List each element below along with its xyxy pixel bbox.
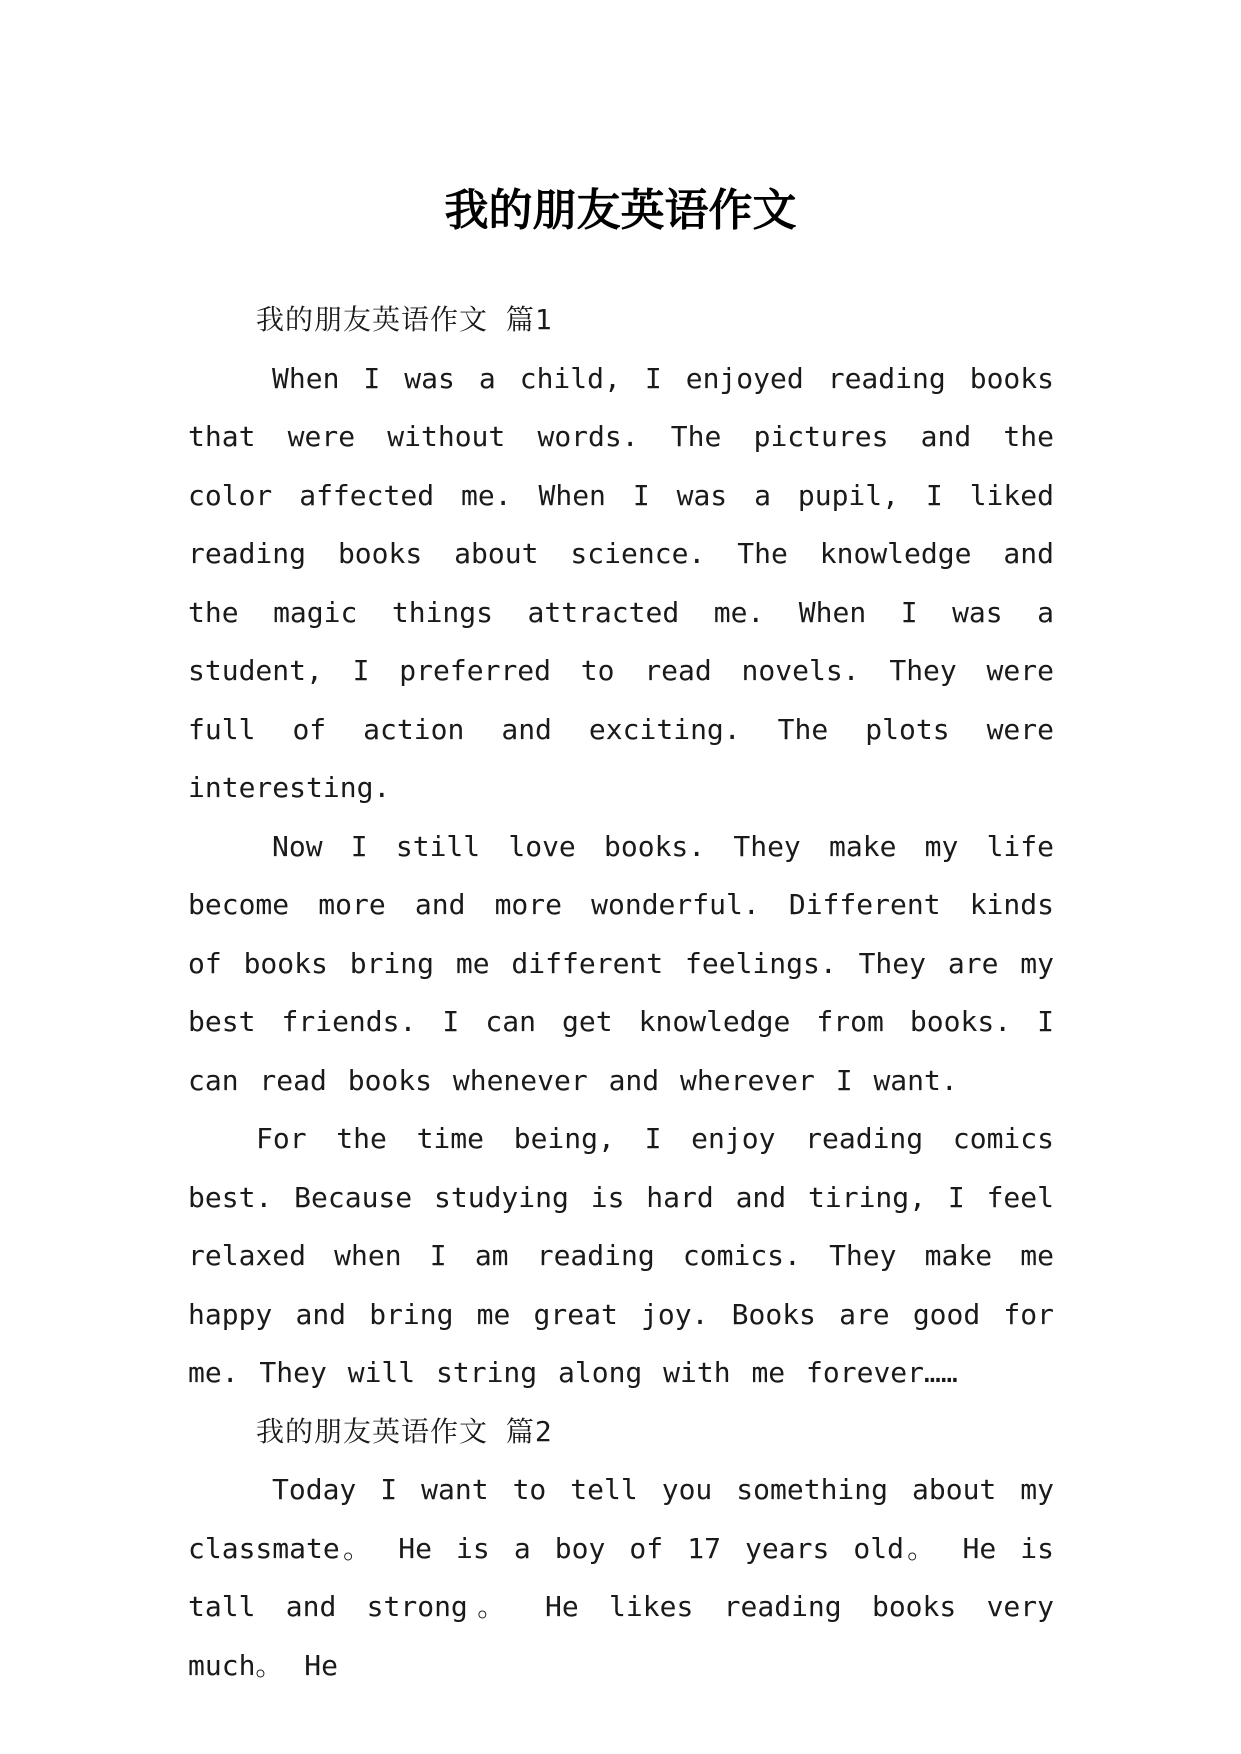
paragraph: For the time being, I enjoy reading comics best. Because studying is hard and tiring, I feel relaxed when I am reading comics. They make me happy and bring me great joy. Books are good for me. They will string along with me forever……: [188, 1122, 1054, 1389]
paragraph: Now I still love books. They make my life become more and more wonderful. Different kinds of books bring me different feelings. They are my best friends. I can get knowledge from books. I can read books whenever and wherever I want.: [188, 829, 1054, 1097]
document-body: [188, 291, 1054, 1695]
paragraph: When I was a child, I enjoyed reading books that were without words. The pictures and the color affected me. When I was a pupil, I liked reading books about science. The knowledge and the magic things attracted me. When I was a student, I preferred to read novels. They were full of action and exciting. The plots were interesting.: [188, 361, 1054, 804]
paragraph: Today I want to tell you something about my classmate。 He is a boy of 17 years old。 He is tall and strong。 He likes reading books very much。 He: [188, 1473, 1054, 1682]
document-title: 我的朋友英语作文: [444, 185, 797, 237]
section-heading: 我的朋友英语作文 篇1: [256, 303, 553, 336]
section-heading: 我的朋友英语作文 篇2: [256, 1414, 553, 1448]
